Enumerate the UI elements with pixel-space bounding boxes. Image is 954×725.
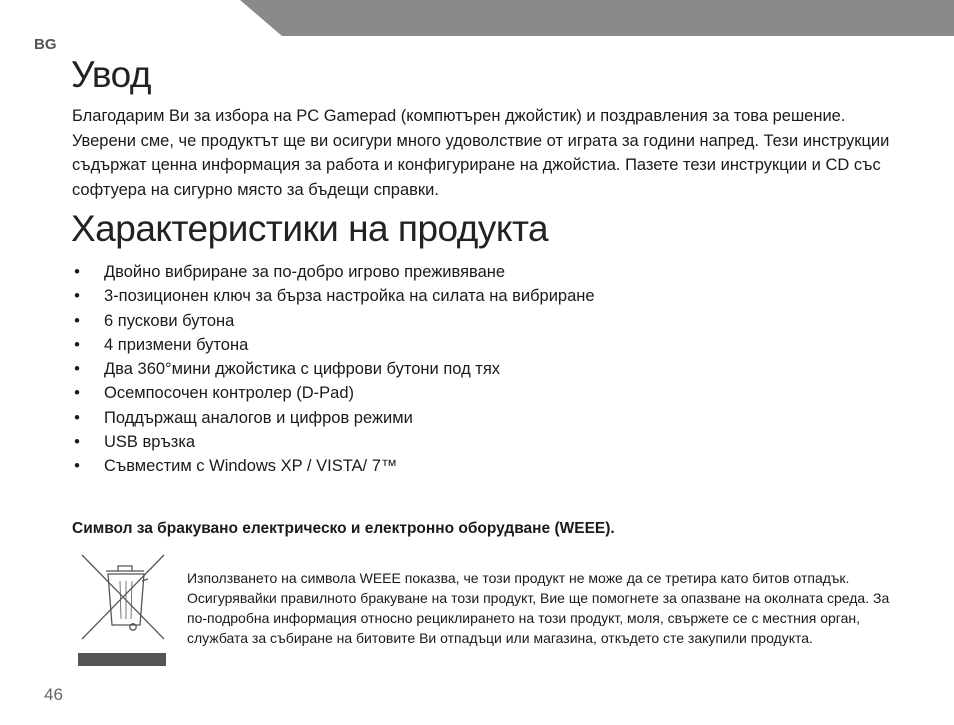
feature-text: Двойно вибриране за по-добро игрово преживяване [104, 263, 506, 281]
list-item [72, 454, 595, 478]
feature-text: USB връзка [104, 433, 196, 452]
feature-text: Съвместим с Windows XP / VISTA/ 7™ [104, 457, 398, 476]
bullet: • [74, 360, 80, 379]
list-item [72, 333, 595, 357]
crossed-out-wheelie-bin-icon [78, 551, 168, 669]
bullet: • [74, 457, 80, 476]
feature-text: 4 призмени бутона [104, 335, 249, 354]
bullet: • [74, 335, 80, 354]
feature-text: Осемпосочен контролер (D-Pad) [104, 384, 354, 403]
list-item [72, 260, 595, 284]
bullet: • [74, 287, 80, 306]
bullet: • [74, 408, 80, 427]
list-item [72, 284, 595, 308]
feature-text: 6 пускови бутона [104, 311, 235, 330]
header-band [0, 0, 954, 36]
weee-description: Използването на символа WEEE показва, че този продукт не може да се третира като битов отпадък. Осигурявайки правилното бракуване на този продукт, Вие ще помогнете за опазване на околната среда. За по-подробна информация относно рециклирането на този продукт, моля, свържете се с местния орган, службата за събиране на битовите Ви отпадъци или магазина, откъдето сте закупили продукта. [187, 570, 890, 646]
page-number: 46 [44, 685, 63, 704]
bullet: • [74, 384, 80, 403]
bullet: • [74, 311, 80, 330]
list-item [72, 430, 595, 454]
features-list [72, 260, 595, 479]
feature-text: 3-позиционен ключ за бърза настройка на силата на вибриране [104, 287, 595, 306]
intro-heading: Увод [71, 54, 152, 95]
features-heading: Характеристики на продукта [71, 208, 549, 249]
language-code: BG [34, 36, 57, 53]
feature-text: Поддържащ аналогов и цифров режими [104, 408, 413, 427]
bullet: • [74, 433, 80, 452]
bullet: • [74, 263, 80, 281]
list-item [72, 309, 595, 333]
intro-text: Благодарим Ви за избора на PC Gamepad (компютърен джойстик) и поздравления за това решение. Уверени сме, че продуктът ще ви осигури много удоволствие от играта за години напред. Тези инструкции съдържат ценна информация за работа и конфигуриране на джойстиа. Пазете тези инструкции и CD със софтуера на сигурно място за бъдещи справки. [72, 107, 890, 199]
list-item [72, 406, 595, 430]
weee-title: Символ за бракувано електрическо и електронно оборудване (WEEE). [72, 520, 615, 537]
list-item [72, 357, 595, 381]
list-item [72, 381, 595, 405]
feature-text: Два 360°мини джойстика с цифрови бутони под тях [104, 360, 501, 379]
